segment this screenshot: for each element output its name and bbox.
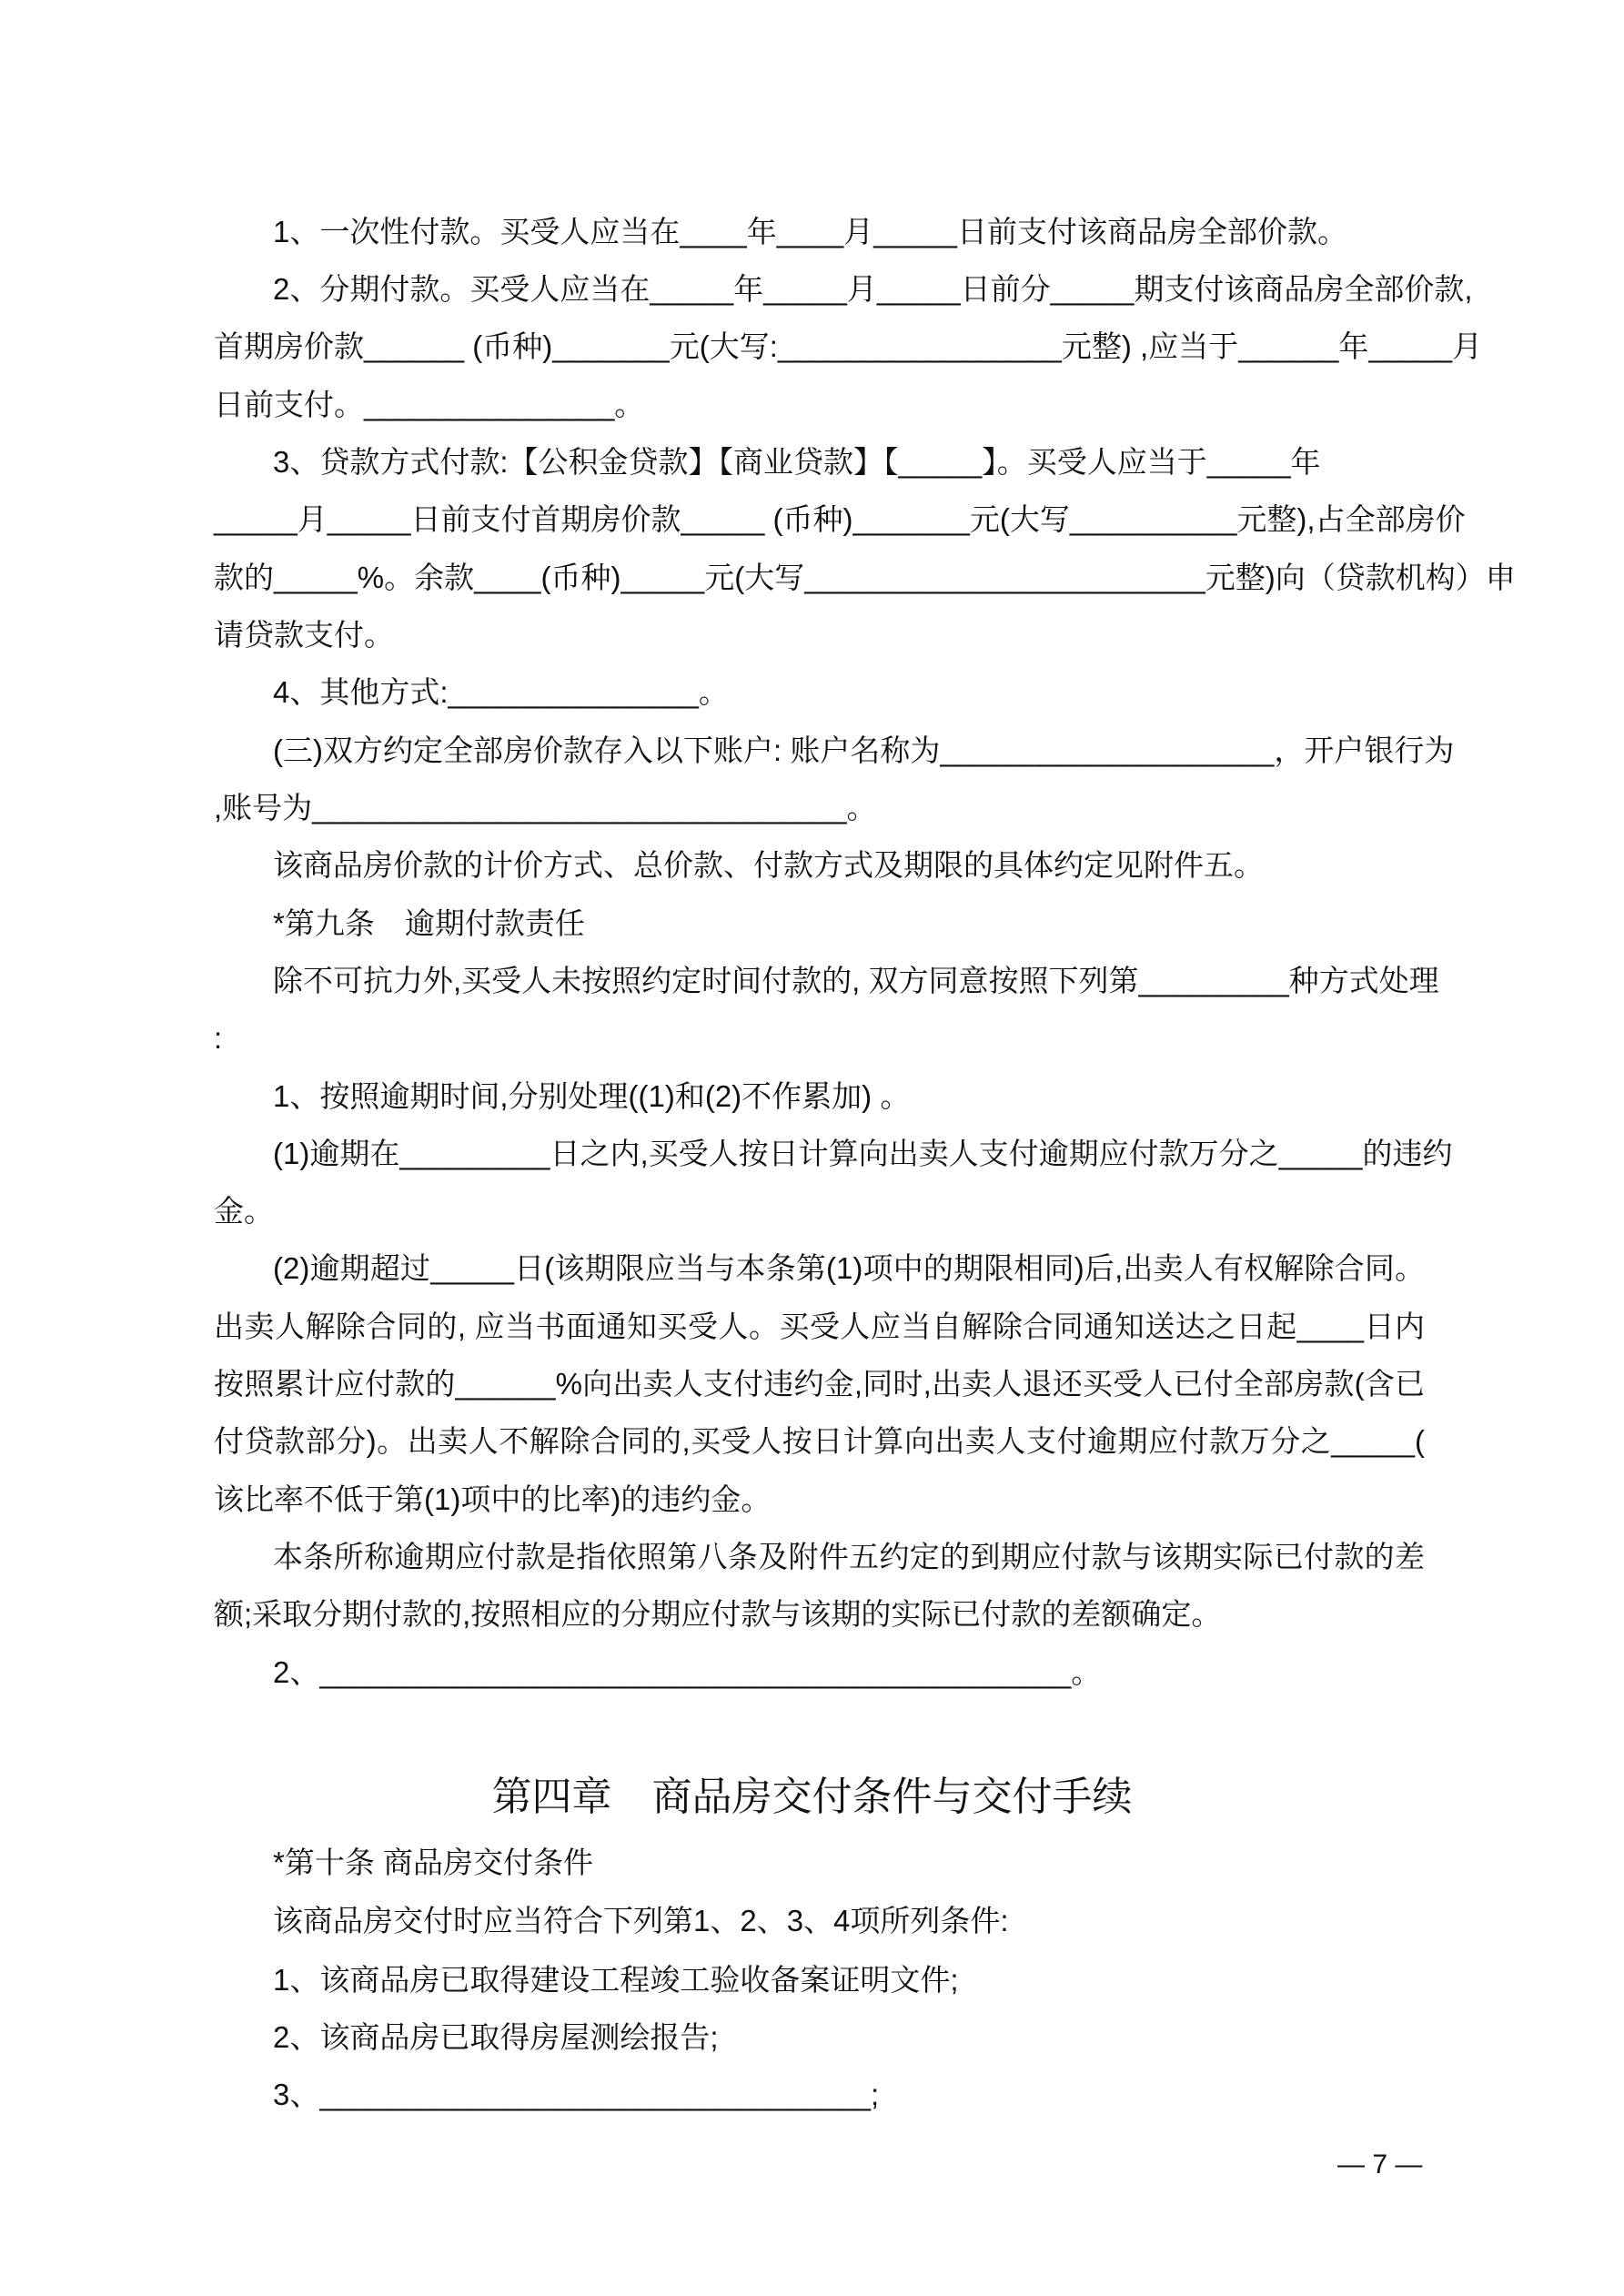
paragraph-line: 付贷款部分)。出卖人不解除合同的,买受人按日计算向出卖人支付逾期应付款万分之_____( [214,1424,1425,1458]
article-heading: *第九条 逾期付款责任 [273,906,585,940]
paragraph-line: 本条所称逾期应付款是指依照第八条及附件五约定的到期应付款与该期实际已付款的差 [273,1540,1425,1573]
paragraph-line: 2、分期付款。买受人应当在_____年_____月_____日前分_____期支付该商品房全部价款, [273,272,1473,306]
paragraph-line: 按照累计应付款的______%向出卖人支付违约金,同时,出卖人退还买受人已付全部房款(含已 [214,1367,1425,1401]
paragraph-line: 出卖人解除合同的, 应当书面通知买受人。买受人应当自解除合同通知送达之日起____日内 [214,1310,1425,1343]
article-heading: *第十条 商品房交付条件 [273,1846,594,1879]
paragraph-line: 3、_________________________________; [273,2078,880,2111]
chapter-heading: 第四章 商品房交付条件与交付手续 [491,1775,1133,1819]
paragraph-line: 请贷款支付。 [214,618,394,652]
paragraph-line: 额;采取分期付款的,按照相应的分期应付款与该期的实际已付款的差额确定。 [214,1597,1222,1631]
paragraph-line: (2)逾期超过_____日(该期限应当与本条第(1)项中的期限相同)后,出卖人有权解除合同。 [273,1251,1425,1285]
paragraph-line: 4、其他方式:_______________。 [273,675,729,709]
paragraph-line: _____月_____日前支付首期房价款_____ (币种)_______元(大写__________元整),占全部房价 [214,502,1466,536]
paragraph-line: 该商品房价款的计价方式、总价款、付款方式及期限的具体约定见附件五。 [273,848,1264,882]
paragraph-line: 该商品房交付时应当符合下列第1、2、3、4项所列条件: [273,1904,1009,1937]
paragraph-line: 金。 [214,1194,274,1228]
paragraph-line: ,账号为________________________________。 [214,791,877,824]
paragraph-line: : [214,1021,223,1055]
paragraph-line: 3、贷款方式付款:【公积金贷款】【商业贷款】【_____】。买受人应当于_____年 [273,445,1321,479]
paragraph-line: 除不可抗力外,买受人未按照约定时间付款的, 双方同意按照下列第_________种方式处理 [273,964,1439,997]
page-number: — 7 — [1337,2149,1423,2180]
paragraph-line: (1)逾期在_________日之内,买受人按日计算向出卖人支付逾期应付款万分之_____的违约 [273,1137,1453,1170]
paragraph-line: 2、该商品房已取得房屋测绘报告; [273,2020,719,2054]
paragraph-line: 日前支付。_______________。 [214,388,645,421]
paragraph-line: 1、按照逾期时间,分别处理((1)和(2)不作累加) 。 [273,1079,911,1113]
paragraph-line: 1、一次性付款。买受人应当在____年____月_____日前支付该商品房全部价款。 [273,215,1347,248]
paragraph-line: (三)双方约定全部房价款存入以下账户: 账户名称为____________________，开户银行为 [273,733,1455,767]
paragraph-line: 1、该商品房已取得建设工程竣工验收备案证明文件; [273,1963,959,1997]
paragraph-line: 款的_____%。余款____(币种)_____元(大写________________________元整)向（贷款机构）申 [214,561,1516,594]
paragraph-line: 2、_____________________________________________。 [273,1655,1102,1689]
paragraph-line: 首期房价款______ (币种)_______元(大写:_________________元整) ,应当于______年_____月 [214,329,1483,363]
paragraph-line: 该比率不低于第(1)项中的比率)的违约金。 [214,1482,772,1516]
